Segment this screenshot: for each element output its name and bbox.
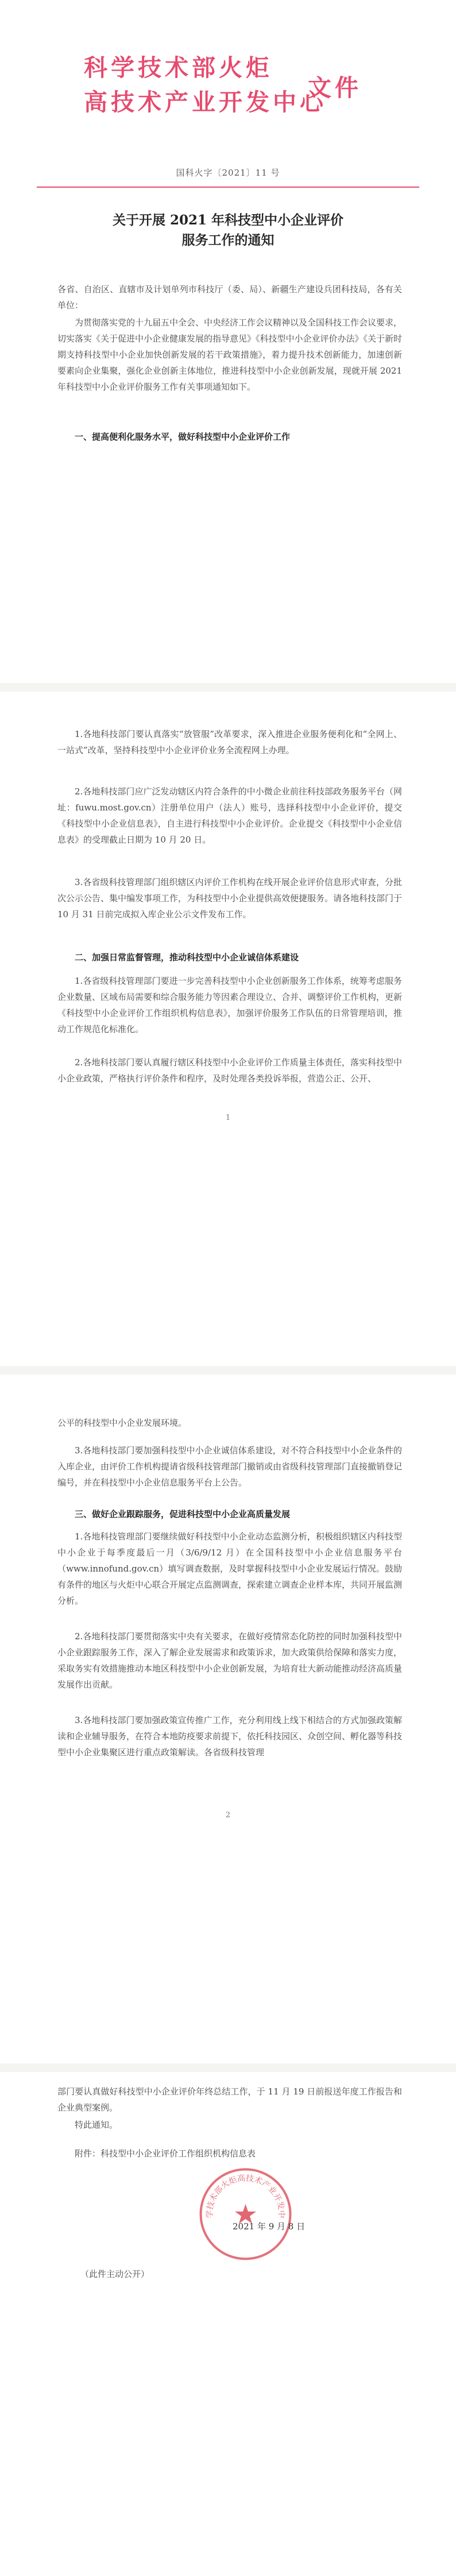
header-org-line1: 科学技术部火炬 xyxy=(84,54,273,82)
attachment-line: 附件：科技型中小企业评价工作组织机构信息表 xyxy=(75,2148,256,2159)
page-number: 2 xyxy=(225,1811,231,1820)
header-divider xyxy=(37,187,419,188)
page-1 xyxy=(0,0,456,683)
section-1-item-3: 3.各省级科技管理部门组织辖区内评价工作机构在线开展企业评价信息形式审查，分批次公示公告、集中编发事项工作，为科技型中小企业提供高效便捷服务。请各地科技部门于 10 月 31 日前完成拟入库企业公示文件发布工作。 xyxy=(57,877,403,920)
title-line2: 服务工作的通知 xyxy=(181,232,275,248)
section-2-heading: 二、加强日常监督管理，推动科技型中小企业诚信体系建设 xyxy=(75,952,299,963)
seal-text: 学技术部火炬高技术产业开发中 xyxy=(205,2174,286,2218)
section-2-item-2: 2.各地科技部门要认真履行辖区科技型中小企业评价工作质量主体责任，落实科技型中小企业政策，严格执行评价条件和程序，及时处理各类投诉举报，营造公正、公开、 xyxy=(57,1057,402,1084)
section-1-item-1: 1.各地科技部门要认真落实“放管服”改革要求，深入推进企业服务便利化和“全网上、一站式”改革，坚持科技型中小企业评价业务全流程网上办理。 xyxy=(57,729,402,755)
page-4 xyxy=(0,2072,456,2576)
section-3-heading: 三、做好企业跟踪服务，促进科技型中小企业高质量发展 xyxy=(75,1509,291,1519)
section-3-item-2: 2.各地科技部门要贯彻落实中央有关要求，在做好疫情常态化防控的同时加强科技型中小企业跟踪服务工作，深入了解企业发展需求和政策诉求，加大政策供给保障和落实力度，采取务实有效措施推动本地区科技型中小企业创新发展，为培育壮大新动能推动经济高质量发展作出贡献。 xyxy=(57,1631,403,1690)
page-number: 1 xyxy=(225,1114,231,1122)
disclosure-note: （此件主动公开） xyxy=(80,2269,150,2279)
page-2 xyxy=(0,692,456,1366)
closing-line: 特此通知。 xyxy=(75,2120,118,2130)
section-2-item-1: 1.各省级科技管理部门要进一步完善科技型中小企业创新服务工作体系，统筹考虑服务企业数量、区域布局需要和综合服务能力等因素合理设立、合并、调整评价工作机构，更新《科技型中小企业评价工作组织机构信息表》，加强评价服务工作队伍的日常管理培训，推动工作规范化标准化。 xyxy=(57,976,403,1034)
section-1-item-2: 2.各地科技部门应广泛发动辖区内符合条件的中小微企业前往科技部政务服务平台（网址：fuwu.most.gov.cn）注册单位用户（法人）账号，选择科技型中小企业评价，提交《科技型中小企业信息表》，自主进行科技型中小企业评价。企业提交《科技型中小企业信息表》的受理截止日期为 10 月 20 日。 xyxy=(57,786,402,845)
header-document-label: 文件 xyxy=(308,74,362,102)
header-org-line2: 高技术产业开发中心 xyxy=(84,88,327,116)
section-2-item-2-continued: 公平的科技型中小企业发展环境。 xyxy=(57,1418,187,1428)
official-seal xyxy=(195,2164,296,2264)
document-number: 国科火字〔2021〕11 号 xyxy=(176,168,280,178)
section-1-heading: 一、提高便利化服务水平，做好科技型中小企业评价工作 xyxy=(75,432,291,442)
page-3 xyxy=(0,1375,456,2063)
section-3-item-3: 3.各地科技部门要加强政策宣传推广工作，充分利用线上线下相结合的方式加强政策解读和企业辅导服务，在符合本地防疫要求前提下，依托科技园区、众创空间、孵化器等科技型中小企业集聚区进行重点政策解读。各省级科技管理 xyxy=(57,1715,403,1758)
document-header xyxy=(84,40,382,121)
seal-icon xyxy=(195,2164,296,2264)
issue-date: 2021 年 9 月 8 日 xyxy=(233,2221,306,2232)
intro-paragraph: 为贯彻落实党的十九届五中全会、中央经济工作会议精神以及全国科技工作会议要求，切实落实《关于促进中小企业健康发展的指导意见》《科技型中小企业评价办法》《关于新时期支持科技型中小企业加快创新发展的若干政策措施》，着力提升技术创新能力，加速创新要素向企业集聚，强化企业创新主体地位，推进科技型中小企业创新发展，现就开展 2021 年科技型中小企业评价服务工作有关事项通知如下。 xyxy=(57,317,403,392)
section-3-item-3-continued: 部门要认真做好科技型中小企业评价年终总结工作，于 11 月 19 日前报送年度工作报告和企业典型案例。 xyxy=(57,2086,402,2113)
section-3-item-1: 1.各地科技管理部门要继续做好科技型中小企业动态监测分析，积极组织辖区内科技型中小企业于每季度最后一月（3/6/9/12 月）在全国科技型中小企业信息服务平台（www.innofund.gov.cn）填写调查数据，及时掌握科技型中小企业发展运行情况。鼓励有条件的地区与火炬中心联合开展定点监测调查，探索建立调查企业样本库，共同开展监测分析。 xyxy=(57,1531,403,1606)
title-line1: 关于开展 2021 年科技型中小企业评价 xyxy=(112,212,344,228)
addressee: 各省、自治区、直辖市及计划单列市科技厅（委、局）、新疆生产建设兵团科技局，各有关单位： xyxy=(57,284,402,311)
section-2-item-3: 3.各地科技部门要加强科技型中小企业诚信体系建设，对不符合科技型中小企业条件的入库企业，由评价工作机构提请省级科技管理部门撤销或由省级科技管理部门直接撤销登记编号，并在科技型中小企业信息服务平台上公告。 xyxy=(57,1445,403,1488)
svg-text:科学技术部火炬高技术产业开发中心 xyxy=(195,2164,287,2218)
